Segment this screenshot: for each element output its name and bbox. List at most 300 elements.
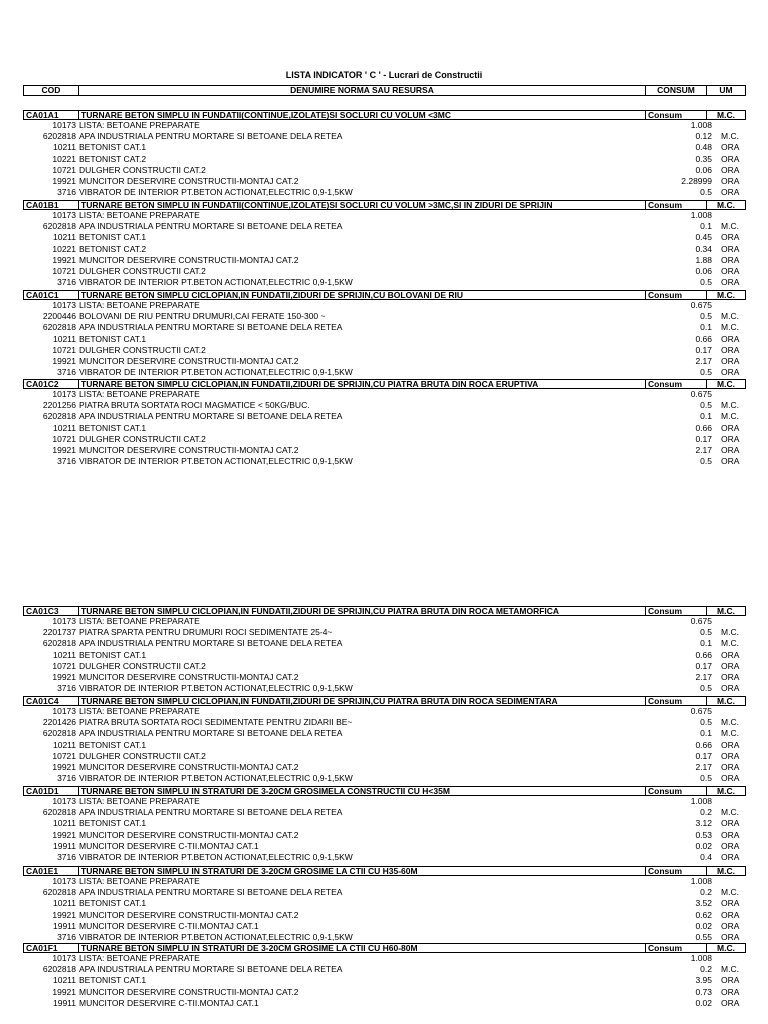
resource-row [23, 389, 746, 400]
resource-name: BETONIST CAT.1 [79, 422, 147, 433]
resource-consum: 0.06 [695, 265, 712, 276]
norm-um: M.C. [717, 291, 735, 299]
resource-consum: 0.45 [695, 232, 712, 243]
resource-consum: 0.34 [695, 243, 712, 254]
resource-row [23, 876, 746, 887]
resource-row [23, 998, 746, 1009]
resource-name: DULGHER CONSTRUCTII CAT.2 [79, 750, 206, 761]
norm-title: TURNARE BETON SIMPLU CICLOPIAN,IN FUNDATII,ZIDURI DE SPRIJIN,CU PIATRA BRUTA DIN ROCA ERUPTIVA [79, 380, 646, 388]
resource-um: ORA [721, 433, 740, 444]
resource-code: 3716 [57, 683, 76, 694]
resource-row [23, 445, 746, 456]
resource-row [23, 627, 746, 638]
resource-code: 6202818 [42, 728, 76, 739]
resource-consum: 0.5 [700, 277, 712, 288]
resource-code: 2201426 [42, 717, 76, 728]
resource-row [23, 616, 746, 627]
resource-consum: 0.35 [695, 153, 712, 164]
resource-row [23, 154, 746, 165]
resource-name: VIBRATOR DE INTERIOR PT.BETON ACTIONAT,ELECTRIC 0,9-1,5KW [79, 277, 353, 288]
norm-consum-label: Consum [646, 944, 707, 952]
resource-row [23, 818, 746, 829]
resource-consum: 1.008 [690, 953, 712, 963]
resource-code: 3716 [57, 931, 76, 942]
resource-name: LISTA: BETOANE PREPARATE [79, 953, 200, 963]
resource-um: ORA [721, 153, 740, 164]
resource-consum: 0.5 [700, 773, 712, 784]
resource-code: 6202818 [42, 887, 76, 898]
resource-row [23, 277, 746, 288]
norm-um: M.C. [717, 201, 735, 209]
norm-um: M.C. [717, 787, 735, 795]
norm-header-row [23, 606, 746, 616]
resource-code: 10211 [52, 142, 76, 153]
resource-consum: 2.17 [695, 444, 712, 455]
norm-section [23, 866, 746, 943]
resource-um: M.C. [721, 311, 739, 322]
resource-consum: 2.17 [695, 355, 712, 366]
resource-code: 19911 [52, 840, 76, 851]
resource-code: 10211 [52, 898, 76, 909]
resource-code: 6202818 [42, 411, 76, 422]
resource-code: 19911 [52, 920, 76, 931]
resource-consum: 1.88 [695, 254, 712, 265]
resource-name: MUNCITOR DESERVIRE CONSTRUCTII-MONTAJ CAT.2 [79, 909, 299, 920]
norm-um: M.C. [717, 607, 735, 615]
norm-title: TURNARE BETON SIMPLU IN STRATURI DE 3-20CM GROSIME LA CTII CU H60-80M [79, 944, 646, 952]
resource-row [23, 131, 746, 142]
resource-consum: 0.17 [695, 660, 712, 671]
resource-name: DULGHER CONSTRUCTII CAT.2 [79, 344, 206, 355]
resource-consum: 2.28999 [681, 175, 712, 186]
resource-row [23, 176, 746, 187]
resource-consum: 0.5 [700, 683, 712, 694]
resource-name: LISTA: BETOANE PREPARATE [79, 796, 200, 806]
column-header-row [23, 85, 746, 96]
resource-um: M.C. [721, 807, 739, 818]
resource-consum: 1.008 [690, 210, 712, 220]
resource-row [23, 210, 746, 221]
norm-header-row [23, 696, 746, 706]
norm-consum-label: Consum [646, 201, 707, 209]
resource-name: PIATRA SPARTA PENTRU DRUMURI ROCI SEDIMENTATE 25-4~ [79, 627, 333, 638]
resource-row [23, 717, 746, 728]
resource-code: 2201737 [42, 627, 76, 638]
resource-name: MUNCITOR DESERVIRE CONSTRUCTII-MONTAJ CAT.2 [79, 761, 299, 772]
resource-consum: 1.008 [690, 796, 712, 806]
resource-code: 10173 [52, 796, 76, 806]
norm-consum-label: Consum [646, 111, 707, 119]
resource-code: 3716 [57, 851, 76, 862]
resource-um: ORA [721, 761, 740, 772]
resource-name: LISTA: BETOANE PREPARATE [79, 876, 200, 886]
norm-header-row [23, 290, 746, 300]
resource-row [23, 456, 746, 467]
resource-code: 10173 [52, 616, 76, 626]
resource-code: 10211 [52, 975, 76, 986]
resource-consum: 2.17 [695, 671, 712, 682]
resource-row [23, 221, 746, 232]
resource-name: VIBRATOR DE INTERIOR PT.BETON ACTIONAT,ELECTRIC 0,9-1,5KW [79, 367, 353, 378]
resource-row [23, 661, 746, 672]
resource-um: ORA [721, 232, 740, 243]
resource-row [23, 423, 746, 434]
resource-row [23, 773, 746, 784]
resource-consum: 0.2 [700, 807, 712, 818]
resource-row [23, 187, 746, 198]
resource-code: 10173 [52, 953, 76, 963]
resource-consum: 0.675 [690, 706, 712, 716]
norm-consum-label: Consum [646, 380, 707, 388]
resource-name: LISTA: BETOANE PREPARATE [79, 300, 200, 310]
resource-um: ORA [721, 920, 740, 931]
resource-um: ORA [721, 187, 740, 198]
norm-consum-label: Consum [646, 867, 707, 875]
page-title: LISTA INDICATOR ' C ' - Lucrari de Constructii [285, 70, 483, 80]
resource-code: 10721 [52, 164, 76, 175]
resource-consum: 1.008 [690, 876, 712, 886]
resource-row [23, 120, 746, 131]
resource-code: 6202818 [42, 638, 76, 649]
resource-um: ORA [721, 444, 740, 455]
resource-row [23, 255, 746, 266]
resource-consum: 0.5 [700, 400, 712, 411]
norm-consum-label: Consum [646, 697, 707, 705]
resource-consum: 0.1 [700, 728, 712, 739]
resource-name: DULGHER CONSTRUCTII CAT.2 [79, 164, 206, 175]
resource-name: VIBRATOR DE INTERIOR PT.BETON ACTIONAT,ELECTRIC 0,9-1,5KW [79, 773, 353, 784]
resource-code: 3716 [57, 456, 76, 467]
resource-row [23, 953, 746, 964]
resource-consum: 3.52 [695, 898, 712, 909]
resource-name: LISTA: BETOANE PREPARATE [79, 120, 200, 130]
resource-um: ORA [721, 975, 740, 986]
resource-row [23, 165, 746, 176]
resource-name: MUNCITOR DESERVIRE CONSTRUCTII-MONTAJ CAT.2 [79, 829, 299, 840]
resource-row [23, 975, 746, 986]
norm-title: TURNARE BETON SIMPLU CICLOPIAN,IN FUNDATII,ZIDURI DE SPRIJIN,CU PIATRA BRUTA DIN ROCA METAMORFICA [79, 607, 646, 615]
resource-name: BETONIST CAT.1 [79, 975, 147, 986]
resource-row [23, 932, 746, 943]
norm-title: TURNARE BETON SIMPLU IN STRATURI DE 3-20CM GROSIMELA CONSTRUCTII CU H<35M [79, 787, 646, 795]
resource-name: APA INDUSTRIALA PENTRU MORTARE SI BETOANE DELA RETEA [79, 411, 343, 422]
resource-um: ORA [721, 344, 740, 355]
resource-name: BETONIST CAT.1 [79, 898, 147, 909]
resource-code: 10173 [52, 210, 76, 220]
resource-name: MUNCITOR DESERVIRE C-TII.MONTAJ CAT.1 [79, 997, 259, 1008]
resource-consum: 0.17 [695, 750, 712, 761]
norm-section [23, 290, 746, 378]
resource-um: ORA [721, 773, 740, 784]
resource-um: ORA [721, 175, 740, 186]
resource-consum: 0.5 [700, 717, 712, 728]
resource-name: MUNCITOR DESERVIRE CONSTRUCTII-MONTAJ CAT.2 [79, 671, 299, 682]
resource-um: M.C. [721, 728, 739, 739]
resource-name: BETONIST CAT.2 [79, 153, 147, 164]
resource-um: ORA [721, 683, 740, 694]
resource-code: 10721 [52, 750, 76, 761]
resource-consum: 0.02 [695, 997, 712, 1008]
resource-code: 2200446 [42, 311, 76, 322]
norm-section [23, 786, 746, 863]
norm-title: TURNARE BETON SIMPLU IN STRATURI DE 3-20CM GROSIME LA CTII CU H35-60M [79, 867, 646, 875]
norm-header-row [23, 866, 746, 876]
resource-code: 10173 [52, 876, 76, 886]
resource-row [23, 796, 746, 807]
resource-name: MUNCITOR DESERVIRE CONSTRUCTII-MONTAJ CAT.2 [79, 355, 299, 366]
resource-um: ORA [721, 739, 740, 750]
resource-code: 6202818 [42, 131, 76, 142]
resource-consum: 0.2 [700, 887, 712, 898]
resource-name: MUNCITOR DESERVIRE C-TII.MONTAJ CAT.1 [79, 840, 259, 851]
resource-name: MUNCITOR DESERVIRE CONSTRUCTII-MONTAJ CAT.2 [79, 254, 299, 265]
resource-row [23, 910, 746, 921]
resource-code: 19921 [52, 829, 76, 840]
resource-consum: 0.02 [695, 840, 712, 851]
resource-consum: 1.008 [690, 120, 712, 130]
resource-code: 10721 [52, 660, 76, 671]
resource-um: ORA [721, 333, 740, 344]
resource-code: 6202818 [42, 807, 76, 818]
resource-consum: 0.5 [700, 456, 712, 467]
resource-consum: 0.2 [700, 964, 712, 975]
resource-code: 10211 [52, 649, 76, 660]
resource-code: 10221 [52, 243, 76, 254]
resource-consum: 0.48 [695, 142, 712, 153]
resource-um: ORA [721, 422, 740, 433]
resource-name: LISTA: BETOANE PREPARATE [79, 210, 200, 220]
resource-row [23, 987, 746, 998]
norm-code: CA01D1 [24, 787, 79, 795]
resource-name: APA INDUSTRIALA PENTRU MORTARE SI BETOANE DELA RETEA [79, 964, 343, 975]
resource-um: ORA [721, 931, 740, 942]
resource-um: ORA [721, 829, 740, 840]
resource-consum: 0.62 [695, 909, 712, 920]
resource-row [23, 266, 746, 277]
norm-code: CA01B1 [24, 201, 79, 209]
resource-um: ORA [721, 254, 740, 265]
resource-code: 3716 [57, 277, 76, 288]
resource-row [23, 762, 746, 773]
resource-consum: 0.675 [690, 616, 712, 626]
resource-code: 6202818 [42, 964, 76, 975]
resource-name: MUNCITOR DESERVIRE CONSTRUCTII-MONTAJ CAT.2 [79, 986, 299, 997]
resource-name: BETONIST CAT.1 [79, 232, 147, 243]
resource-name: MUNCITOR DESERVIRE CONSTRUCTII-MONTAJ CAT.2 [79, 444, 299, 455]
resource-consum: 0.1 [700, 638, 712, 649]
resource-um: M.C. [721, 887, 739, 898]
resource-consum: 0.675 [690, 300, 712, 310]
norm-um: M.C. [717, 697, 735, 705]
resource-row [23, 322, 746, 333]
resource-code: 10211 [52, 818, 76, 829]
norm-section [23, 606, 746, 694]
resource-um: ORA [721, 909, 740, 920]
resource-consum: 0.1 [700, 322, 712, 333]
resource-consum: 2.17 [695, 761, 712, 772]
resource-name: VIBRATOR DE INTERIOR PT.BETON ACTIONAT,ELECTRIC 0,9-1,5KW [79, 931, 353, 942]
resource-consum: 3.12 [695, 818, 712, 829]
resource-row [23, 367, 746, 378]
resource-code: 10721 [52, 344, 76, 355]
column-header-cod: COD [24, 86, 79, 95]
resource-name: BETONIST CAT.2 [79, 243, 147, 254]
resource-row [23, 683, 746, 694]
resource-name: VIBRATOR DE INTERIOR PT.BETON ACTIONAT,ELECTRIC 0,9-1,5KW [79, 187, 353, 198]
resource-um: M.C. [721, 638, 739, 649]
column-header-um: UM [719, 85, 733, 95]
resource-um: ORA [721, 997, 740, 1008]
resource-consum: 0.4 [700, 851, 712, 862]
resource-row [23, 841, 746, 852]
resource-um: ORA [721, 164, 740, 175]
resource-um: ORA [721, 265, 740, 276]
resource-code: 10221 [52, 153, 76, 164]
resource-um: ORA [721, 660, 740, 671]
norm-um: M.C. [717, 380, 735, 388]
resource-name: BETONIST CAT.1 [79, 333, 147, 344]
resource-consum: 0.1 [700, 221, 712, 232]
resource-consum: 0.5 [700, 367, 712, 378]
resource-code: 3716 [57, 773, 76, 784]
resource-name: LISTA: BETOANE PREPARATE [79, 616, 200, 626]
resource-code: 6202818 [42, 221, 76, 232]
norm-header-row [23, 943, 746, 953]
resource-um: M.C. [721, 411, 739, 422]
norm-code: CA01C3 [24, 607, 79, 615]
resource-code: 19921 [52, 175, 76, 186]
resource-row [23, 740, 746, 751]
resource-row [23, 345, 746, 356]
norm-section [23, 200, 746, 288]
norm-title: TURNARE BETON SIMPLU IN FUNDATII(CONTINUE,IZOLATE)SI SOCLURI CU VOLUM <3MC [79, 111, 646, 119]
norm-code: CA01C1 [24, 291, 79, 299]
resource-um: ORA [721, 142, 740, 153]
resource-um: ORA [721, 243, 740, 254]
norm-consum-label: Consum [646, 607, 707, 615]
norm-title: TURNARE BETON SIMPLU IN FUNDATII(CONTINUE,IZOLATE)SI SOCLURI CU VOLUM >3MC,SI IN ZIDURI DE SPRIJIN [79, 201, 646, 209]
resource-code: 19921 [52, 909, 76, 920]
resource-um: M.C. [721, 131, 739, 142]
resource-consum: 0.06 [695, 164, 712, 175]
resource-row [23, 434, 746, 445]
resource-name: APA INDUSTRIALA PENTRU MORTARE SI BETOANE DELA RETEA [79, 728, 343, 739]
norm-header-row [23, 379, 746, 389]
resource-um: M.C. [721, 964, 739, 975]
resource-row [23, 706, 746, 717]
resource-consum: 0.66 [695, 333, 712, 344]
resource-code: 10173 [52, 389, 76, 399]
resource-name: APA INDUSTRIALA PENTRU MORTARE SI BETOANE DELA RETEA [79, 322, 343, 333]
norm-header-row [23, 786, 746, 796]
norm-code: CA01F1 [24, 944, 79, 952]
norm-code: CA01E1 [24, 867, 79, 875]
resource-um: ORA [721, 750, 740, 761]
resource-row [23, 300, 746, 311]
norm-title: TURNARE BETON SIMPLU CICLOPIAN,IN FUNDATII,ZIDURI DE SPRIJIN,CU PIATRA BRUTA DIN ROCA SEDIMENTARA [79, 697, 646, 705]
resource-um: ORA [721, 818, 740, 829]
resource-um: ORA [721, 986, 740, 997]
resource-row [23, 852, 746, 863]
norm-title: TURNARE BETON SIMPLU CICLOPIAN,IN FUNDATII,ZIDURI DE SPRIJIN,CU BOLOVANI DE RIU [79, 291, 646, 299]
resource-name: APA INDUSTRIALA PENTRU MORTARE SI BETOANE DELA RETEA [79, 638, 343, 649]
resource-row [23, 807, 746, 818]
resource-row [23, 751, 746, 762]
resource-name: VIBRATOR DE INTERIOR PT.BETON ACTIONAT,ELECTRIC 0,9-1,5KW [79, 683, 353, 694]
resource-um: ORA [721, 277, 740, 288]
resource-code: 10211 [52, 333, 76, 344]
resource-um: ORA [721, 898, 740, 909]
resource-code: 10721 [52, 265, 76, 276]
norm-um: M.C. [717, 867, 735, 875]
resource-consum: 3.95 [695, 975, 712, 986]
resource-consum: 0.675 [690, 389, 712, 399]
resource-code: 10173 [52, 706, 76, 716]
norm-section [23, 696, 746, 784]
resource-um: M.C. [721, 400, 739, 411]
resource-row [23, 400, 746, 411]
resource-code: 19921 [52, 254, 76, 265]
resource-code: 10173 [52, 300, 76, 310]
resource-um: ORA [721, 840, 740, 851]
norm-section [23, 379, 746, 467]
resource-name: PIATRA BRUTA SORTATA ROCI SEDIMENTATE PENTRU ZIDARII BE~ [79, 717, 353, 728]
resource-name: LISTA: BETOANE PREPARATE [79, 706, 200, 716]
resource-consum: 0.12 [695, 131, 712, 142]
resource-name: BOLOVANI DE RIU PENTRU DRUMURI,CAI FERATE 150-300 ~ [79, 311, 326, 322]
resource-consum: 0.17 [695, 344, 712, 355]
resource-um: ORA [721, 671, 740, 682]
resource-name: APA INDUSTRIALA PENTRU MORTARE SI BETOANE DELA RETEA [79, 887, 343, 898]
resource-row [23, 244, 746, 255]
resource-row [23, 142, 746, 153]
resource-row [23, 411, 746, 422]
resource-consum: 0.66 [695, 649, 712, 660]
resource-um: ORA [721, 649, 740, 660]
resource-code: 6202818 [42, 322, 76, 333]
resource-row [23, 232, 746, 243]
resource-name: DULGHER CONSTRUCTII CAT.2 [79, 660, 206, 671]
resource-row [23, 728, 746, 739]
resource-um: ORA [721, 851, 740, 862]
resource-row [23, 921, 746, 932]
resource-name: VIBRATOR DE INTERIOR PT.BETON ACTIONAT,ELECTRIC 0,9-1,5KW [79, 456, 353, 467]
resource-consum: 0.5 [700, 311, 712, 322]
column-header-denumire: DENUMIRE NORMA SAU RESURSA [79, 86, 646, 95]
resource-row [23, 650, 746, 661]
norm-header-row [23, 110, 746, 120]
resource-row [23, 964, 746, 975]
norm-code: CA01A1 [24, 111, 79, 119]
norm-section [23, 110, 746, 198]
resource-name: VIBRATOR DE INTERIOR PT.BETON ACTIONAT,ELECTRIC 0,9-1,5KW [79, 851, 353, 862]
column-header-consum: CONSUM [646, 86, 707, 95]
resource-name: PIATRA BRUTA SORTATA ROCI MAGMATICE < 50KG/BUC. [79, 400, 310, 411]
resource-um: ORA [721, 355, 740, 366]
resource-consum: 0.5 [700, 187, 712, 198]
resource-code: 2201256 [42, 400, 76, 411]
resource-row [23, 638, 746, 649]
resource-name: APA INDUSTRIALA PENTRU MORTARE SI BETOANE DELA RETEA [79, 807, 343, 818]
resource-code: 10211 [52, 232, 76, 243]
resource-code: 10173 [52, 120, 76, 130]
resource-code: 3716 [57, 367, 76, 378]
resource-row [23, 830, 746, 841]
resource-name: BETONIST CAT.1 [79, 649, 147, 660]
resource-code: 10211 [52, 422, 76, 433]
resource-name: DULGHER CONSTRUCTII CAT.2 [79, 433, 206, 444]
resource-consum: 0.73 [695, 986, 712, 997]
